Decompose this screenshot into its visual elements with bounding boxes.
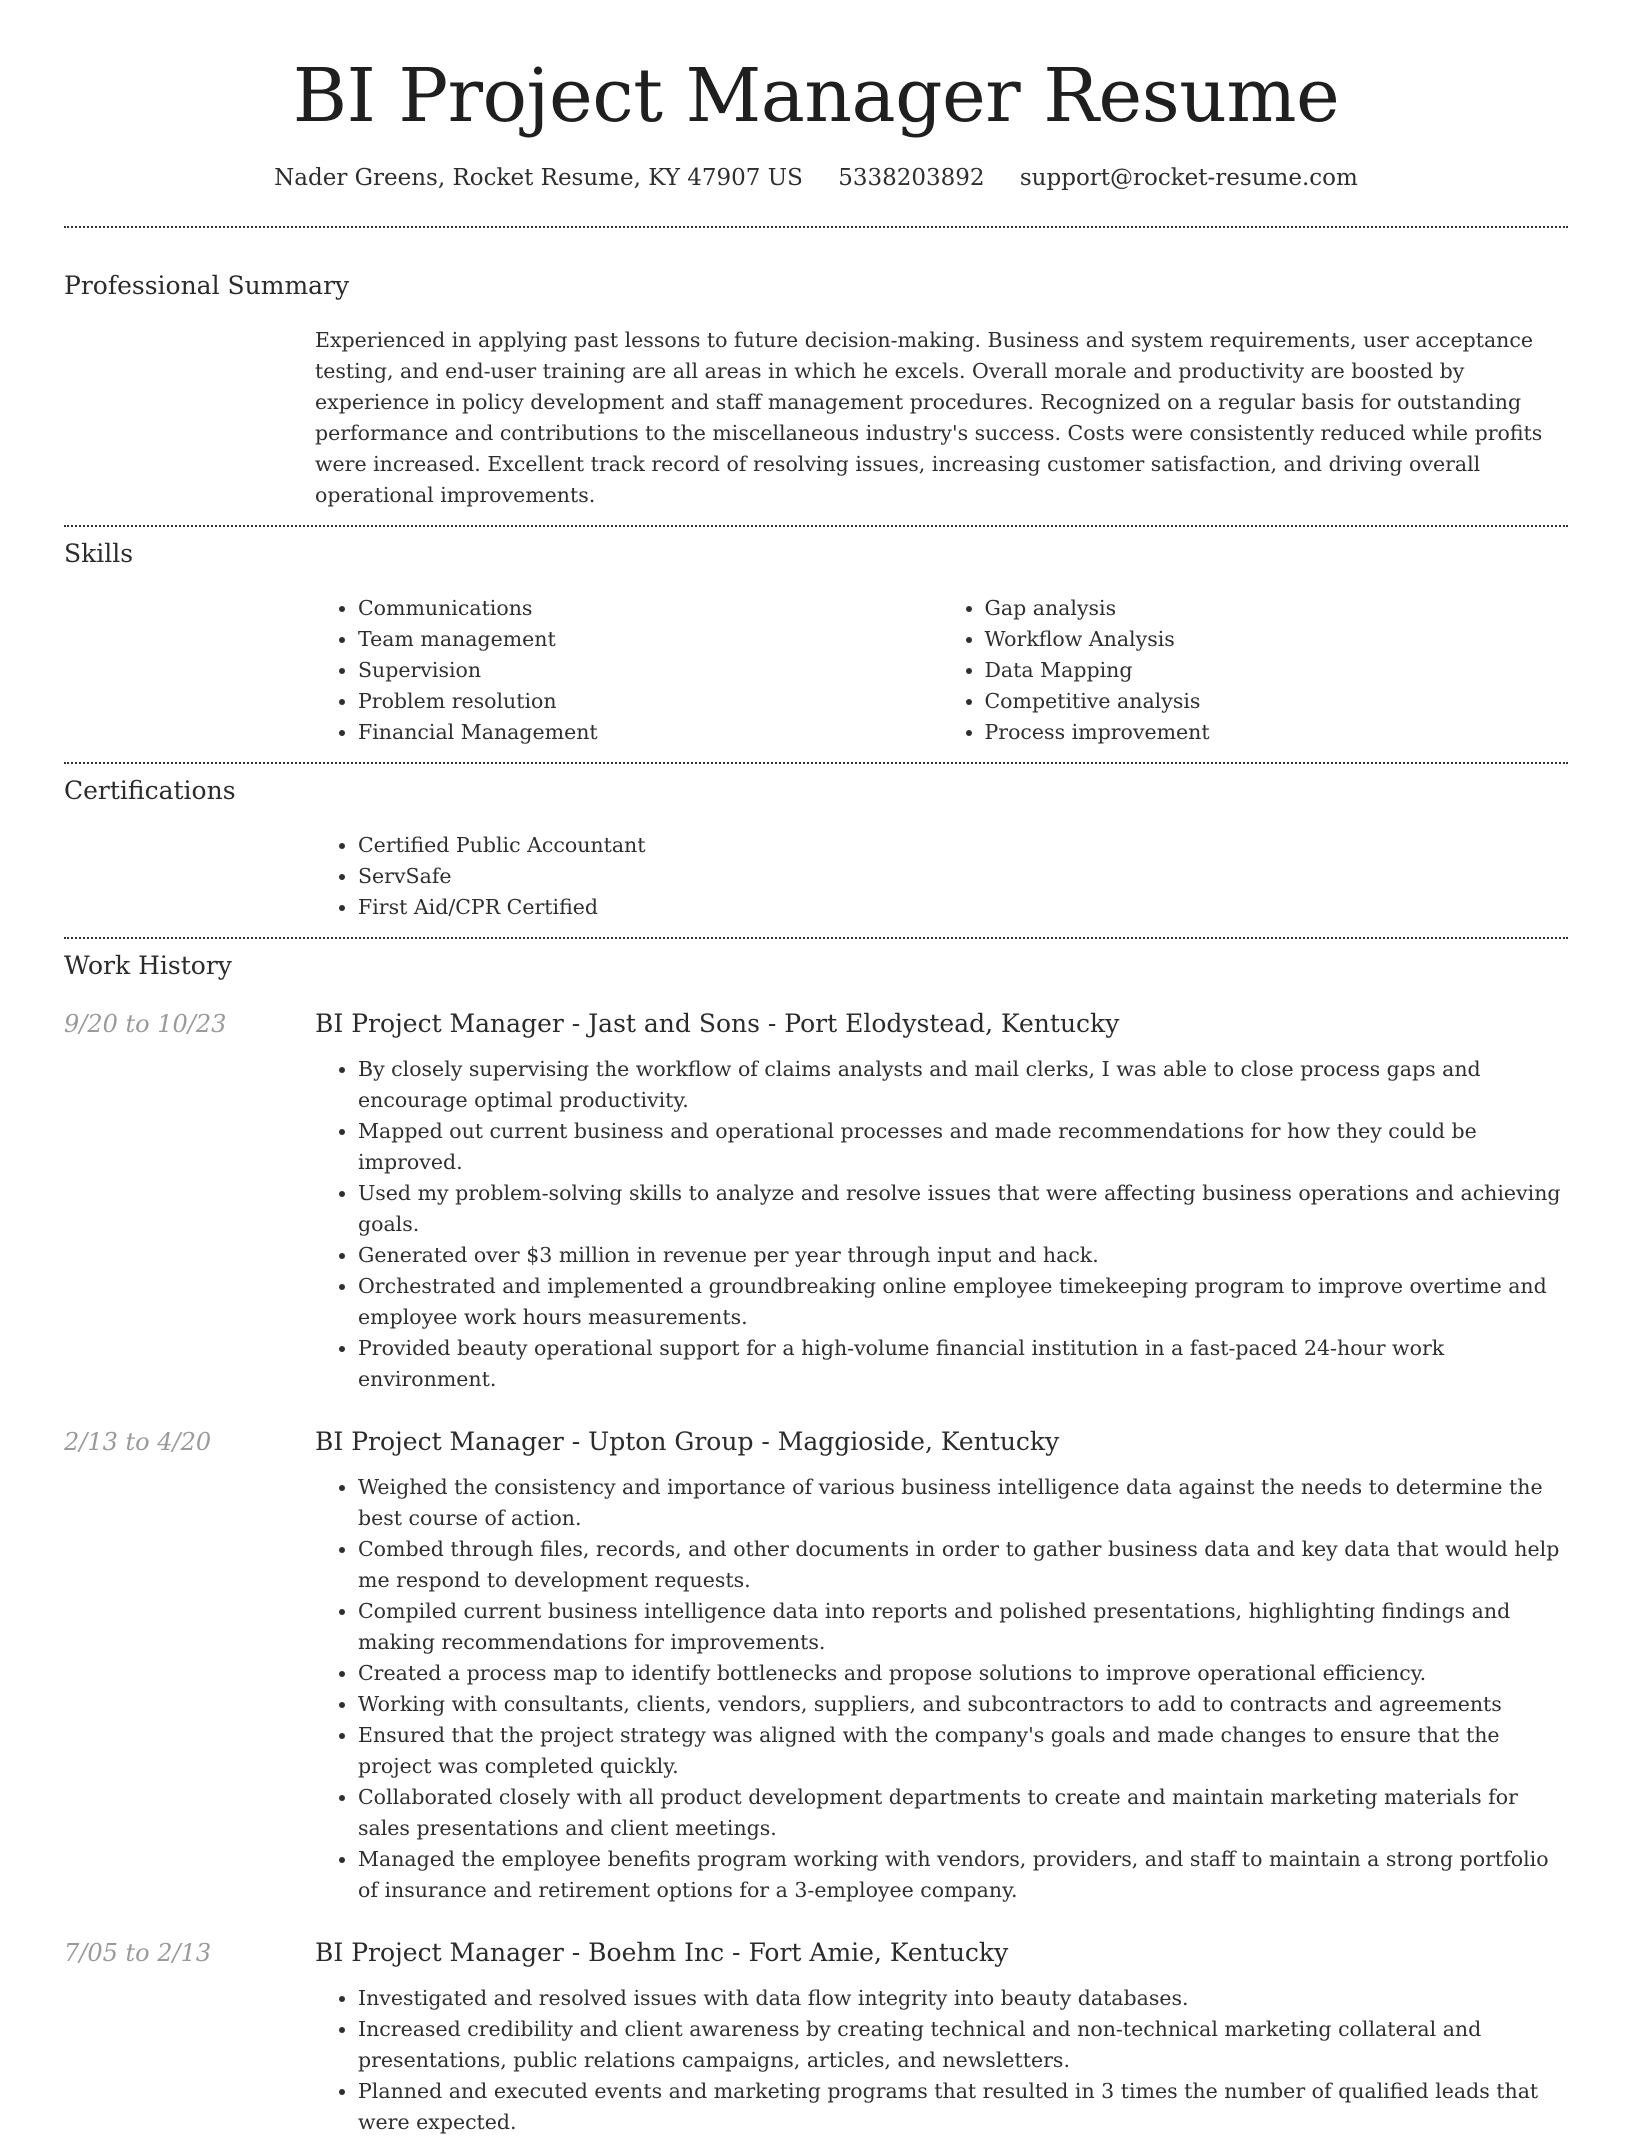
job-header — [64, 1938, 1568, 1967]
section-heading-certifications: Certifications — [64, 775, 236, 805]
section-skills — [64, 539, 1568, 748]
job-title: BI Project Manager - Boehm Inc - Fort Amie, Kentucky — [315, 1937, 1009, 1967]
job-bullet-list — [315, 1472, 1568, 1906]
contact-email: support@rocket-resume.com — [1019, 165, 1358, 192]
job-entry — [64, 1427, 1568, 1906]
skills-columns — [315, 593, 1568, 748]
skill-item: • Supervision — [358, 655, 942, 686]
job-bullet: • Combed through files, records, and other documents in order to gather business data and key data that would help me respond to development requests. — [358, 1534, 1568, 1596]
section-heading-work: Work History — [64, 950, 232, 980]
job-entry — [64, 1009, 1568, 1395]
job-bullets — [315, 1054, 1568, 1395]
job-bullet: • Managed the employee benefits program working with vendors, providers, and staff to maintain a strong portfolio of insurance and retirement options for a 3-employee company. — [358, 1844, 1568, 1906]
job-bullet: • Orchestrated and implemented a groundbreaking online employee timekeeping program to improve overtime and employee work hours measurements. — [358, 1271, 1568, 1333]
skill-item: • Problem resolution — [358, 686, 942, 717]
skill-item: • Communications — [358, 593, 942, 624]
job-bullet: • Generated over $3 million in revenue per year through input and hack. — [358, 1240, 1568, 1271]
job-entry — [64, 1938, 1568, 2138]
skill-item: • Financial Management — [358, 717, 942, 748]
job-bullet: • Increased credibility and client awareness by creating technical and non-technical marketing collateral and presentations, public relations campaigns, articles, and newsletters. — [358, 2014, 1568, 2076]
job-bullets — [315, 1472, 1568, 1906]
skill-item: • Team management — [358, 624, 942, 655]
section-heading-summary: Professional Summary — [64, 270, 350, 300]
job-header — [64, 1009, 1568, 1038]
skills-list-left — [315, 593, 942, 748]
contact-phone: 5338203892 — [838, 165, 985, 192]
job-bullet: • Created a process map to identify bottlenecks and propose solutions to improve operational efficiency. — [358, 1658, 1568, 1689]
certifications-list — [315, 830, 1568, 923]
job-bullet-list — [315, 1054, 1568, 1395]
job-bullet: • Planned and executed events and marketing programs that resulted in 3 times the number of qualified leads that were expected. — [358, 2076, 1568, 2138]
contact-address: Nader Greens, Rocket Resume, KY 47907 US — [274, 165, 803, 192]
job-bullet: • Weighed the consistency and importance of various business intelligence data against the needs to determine the best course of action. — [358, 1472, 1568, 1534]
resume-title: BI Project Manager Resume — [292, 53, 1340, 139]
skill-item: • Process improvement — [985, 717, 1569, 748]
job-date: 7/05 to 2/13 — [64, 1938, 212, 1967]
job-bullet: • Ensured that the project strategy was aligned with the company's goals and made changes to ensure that the project was completed quickly. — [358, 1720, 1568, 1782]
job-bullet-list — [315, 1983, 1568, 2138]
job-bullet: • Collaborated closely with all product development departments to create and maintain marketing materials for sales presentations and client meetings. — [358, 1782, 1568, 1844]
job-date: 2/13 to 4/20 — [64, 1427, 212, 1456]
skill-item: • Data Mapping — [985, 655, 1569, 686]
certification-item: • Certified Public Accountant — [358, 830, 1568, 861]
divider-summary — [64, 525, 1568, 527]
job-title: BI Project Manager - Jast and Sons - Port Elodystead, Kentucky — [315, 1008, 1120, 1038]
certification-item: • First Aid/CPR Certified — [358, 892, 1568, 923]
divider-certifications — [64, 937, 1568, 939]
job-bullet: • Provided beauty operational support for a high-volume financial institution in a fast-paced 24-hour work environment. — [358, 1333, 1568, 1395]
job-bullet: • Compiled current business intelligence data into reports and polished presentations, highlighting findings and making recommendations for improvements. — [358, 1596, 1568, 1658]
contact-line — [64, 165, 1568, 193]
job-bullet: • Investigated and resolved issues with data flow integrity into beauty databases. — [358, 1983, 1568, 2014]
certifications-body — [315, 830, 1568, 923]
section-heading-skills: Skills — [64, 538, 134, 568]
section-work-history — [64, 951, 1568, 2138]
resume-header — [64, 53, 1568, 193]
section-certifications — [64, 776, 1568, 923]
job-bullets — [315, 1983, 1568, 2138]
skills-list-right — [942, 593, 1569, 748]
job-header — [64, 1427, 1568, 1456]
job-title: BI Project Manager - Upton Group - Maggioside, Kentucky — [315, 1426, 1060, 1456]
job-date: 9/20 to 10/23 — [64, 1009, 227, 1038]
job-bullet: • Mapped out current business and operational processes and made recommendations for how they could be improved. — [358, 1116, 1568, 1178]
job-bullet: • Working with consultants, clients, vendors, suppliers, and subcontractors to add to contracts and agreements — [358, 1689, 1568, 1720]
job-bullet: • By closely supervising the workflow of claims analysts and mail clerks, I was able to close process gaps and encourage optimal productivity. — [358, 1054, 1568, 1116]
section-summary — [64, 271, 1568, 511]
summary-text: Experienced in applying past lessons to future decision-making. Business and system requirements, user acceptance testing, and end-user training are all areas in which he excels. Overall morale and productivity are boosted by experience in policy development and staff management procedures. Recognized on a regular basis for outstanding performance and contributions to the miscellaneous industry's success. Costs were consistently reduced while profits were increased. Excellent track record of resolving issues, increasing customer satisfaction, and driving overall operational improvements. — [315, 327, 1543, 507]
skill-item: • Competitive analysis — [985, 686, 1569, 717]
divider-header — [64, 226, 1568, 228]
divider-skills — [64, 762, 1568, 764]
job-bullet: • Used my problem-solving skills to analyze and resolve issues that were affecting business operations and achieving goals. — [358, 1178, 1568, 1240]
skill-item: • Workflow Analysis — [985, 624, 1569, 655]
certification-item: • ServSafe — [358, 861, 1568, 892]
skill-item: • Gap analysis — [985, 593, 1569, 624]
resume-page — [64, 0, 1568, 2138]
